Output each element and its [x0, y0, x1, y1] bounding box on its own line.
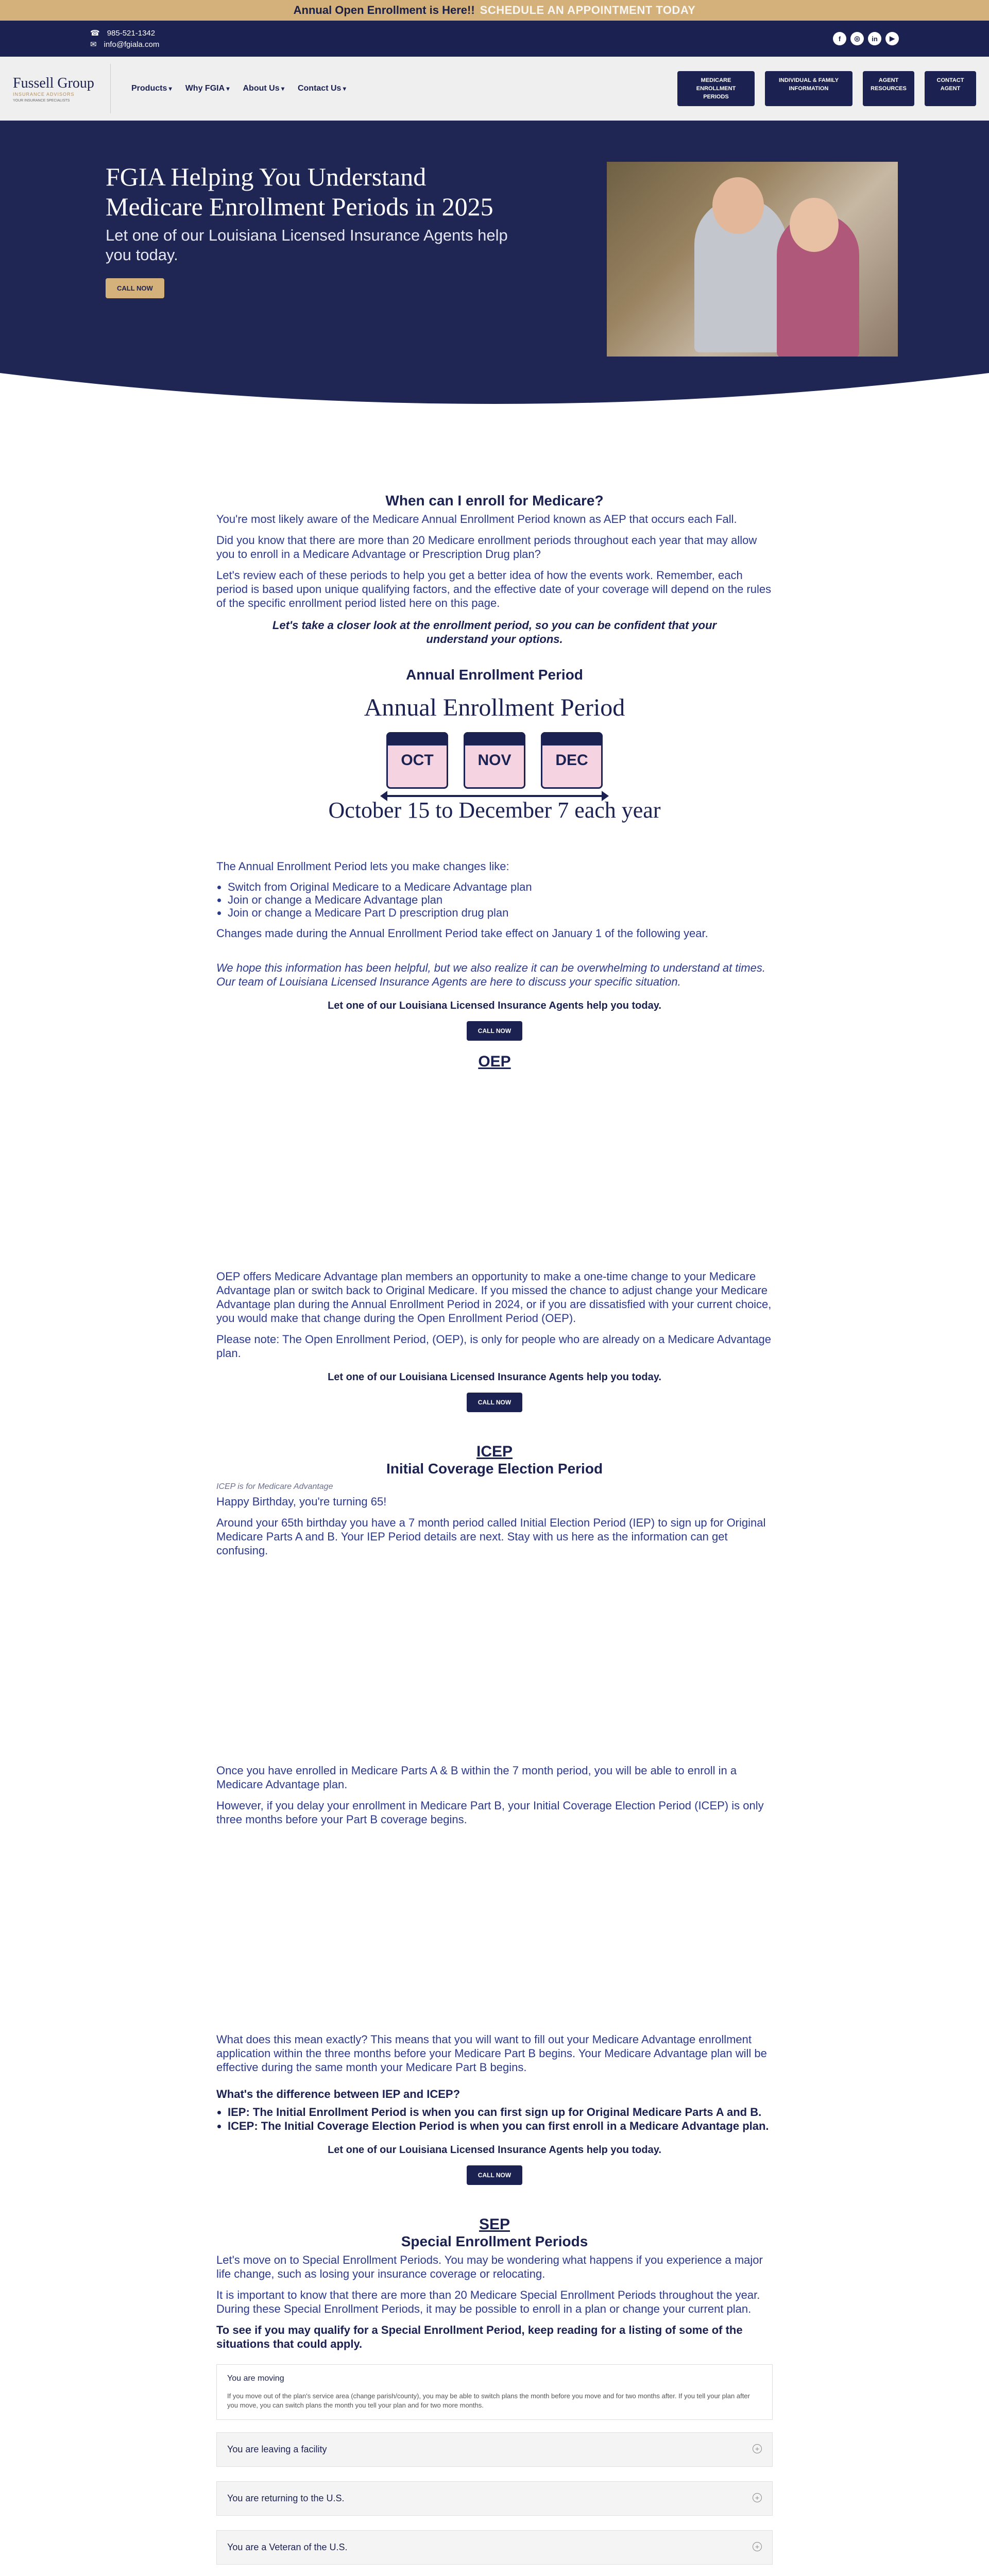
menu-about-us[interactable]: About Us ▾	[243, 84, 284, 93]
contact-agent-button[interactable]: CONTACT AGENT	[925, 71, 976, 106]
aep-call-button[interactable]: CALL NOW	[467, 1021, 522, 1041]
main-navigation	[0, 57, 989, 121]
menu-why-fgia[interactable]: Why FGIA ▾	[185, 84, 230, 93]
facebook-icon[interactable]: f	[833, 32, 846, 45]
sep-accordion	[216, 2364, 773, 2565]
icep-paragraph-3: Once you have enrolled in Medicare Parts A & B within the 7 month period, you will be able to enroll in a Medicare Advantage plan.	[216, 1764, 737, 1791]
sep-paragraph-1: Let's move on to Special Enrollment Periods. You may be wondering what happens if you experience a major life change, such as losing your insurance coverage or relocating.	[216, 2253, 763, 2280]
aep-list-item: • Join or change a Medicare Advantage plan	[228, 893, 773, 906]
calendar-oct-icon: OCT	[386, 732, 448, 789]
aep-paragraph-2: Changes made during the Annual Enrollment Period take effect on January 1 of the following year.	[216, 927, 708, 940]
aep-graphic	[216, 693, 773, 823]
sep-paragraph-3: To see if you may qualify for a Special Enrollment Period, keep reading for a listing of some of the situations that could apply.	[216, 2324, 743, 2350]
instagram-icon[interactable]: ◎	[850, 32, 864, 45]
oep-call-button[interactable]: CALL NOW	[467, 1393, 522, 1412]
accordion-item[interactable]: You are returning to the U.S. +	[216, 2481, 773, 2516]
icep-video-placeholder-2	[216, 1834, 773, 2029]
icep-subheading: Initial Coverage Election Period	[386, 1461, 603, 1477]
aep-heading: Annual Enrollment Period	[406, 667, 583, 683]
icep-diff-item: • IEP: The Initial Enrollment Period is when you can first sign up for Original Medicare Parts A and B.	[228, 2105, 773, 2119]
logo[interactable]	[13, 64, 111, 113]
plus-icon: +	[753, 2542, 762, 2551]
icep-paragraph-4: However, if you delay your enrollment in Medicare Part B, your Initial Coverage Election Period (ICEP) is only three months before your Part B coverage begins.	[216, 1799, 764, 1826]
intro-paragraph-3: Let's review each of these periods to help you get a better idea of how the events work. Remember, each period is based upon unique qualifying factors, and the effective date of your coverage will depend on the rules of the specific enrollment period listed here on this page.	[216, 569, 772, 609]
menu-contact-us[interactable]: Contact Us ▾	[298, 84, 346, 93]
icep-note: ICEP is for Medicare Advantage	[216, 1482, 333, 1491]
oep-cta-text: Let one of our Louisiana Licensed Insurance Agents help you today.	[328, 1371, 661, 1383]
icep-video-placeholder-1	[216, 1565, 773, 1760]
double-arrow-icon	[386, 795, 603, 797]
intro-paragraph-1: You're most likely aware of the Medicare Annual Enrollment Period known as AEP that occurs each Fall.	[216, 513, 737, 526]
plus-icon: +	[753, 2444, 762, 2453]
aep-paragraph-1: The Annual Enrollment Period lets you make changes like:	[216, 860, 509, 873]
top-contact-bar	[0, 21, 989, 57]
main-content	[216, 414, 773, 2565]
linkedin-icon[interactable]: in	[868, 32, 881, 45]
menu-products[interactable]: Products ▾	[131, 84, 172, 93]
accordion-item[interactable]: You are a Veteran of the U.S. +	[216, 2530, 773, 2565]
hero-call-button[interactable]: CALL NOW	[106, 278, 164, 298]
hero-title: FGIA Helping You Understand Medicare Enrollment Periods in 2025	[106, 162, 493, 221]
sep-heading: SEP	[479, 2216, 510, 2233]
icep-paragraph-5: What does this mean exactly? This means that you will want to fill out your Medicare Advantage enrollment application within the three months before your Medicare Part B begins. Your Medicare Advantage plan will be effective during the same month your Medicare Part B begins.	[216, 2033, 767, 2074]
icep-diff-item: • ICEP: The Initial Coverage Election Period is when you can first enroll in a Medicare Advantage plan.	[228, 2119, 773, 2133]
icep-cta-text: Let one of our Louisiana Licensed Insurance Agents help you today.	[328, 2144, 661, 2156]
schedule-appointment-link[interactable]: SCHEDULE AN APPOINTMENT TODAY	[480, 4, 696, 16]
medicare-enrollment-button[interactable]: MEDICARE ENROLLMENT PERIODS	[677, 71, 755, 106]
aep-cta-text: Let one of our Louisiana Licensed Insurance Agents help you today.	[328, 1000, 661, 1011]
icep-diff-heading: What's the difference between IEP and ICEP?	[216, 2088, 461, 2100]
oep-video-placeholder	[216, 1071, 773, 1266]
icep-call-button[interactable]: CALL NOW	[467, 2165, 522, 2185]
intro-paragraph-2: Did you know that there are more than 20 Medicare enrollment periods throughout each year that may allow you to enroll in a Medicare Advantage or Prescription Drug plan?	[216, 534, 757, 561]
accordion-question[interactable]: You are moving	[227, 2374, 284, 2383]
icep-heading: ICEP	[476, 1443, 513, 1460]
intro-heading: When can I enroll for Medicare?	[385, 493, 604, 509]
calendar-nov-icon: NOV	[464, 732, 525, 789]
hero-section	[0, 121, 989, 414]
hero-curve	[0, 352, 989, 414]
individual-family-button[interactable]: INDIVIDUAL & FAMILY INFORMATION	[765, 71, 852, 106]
youtube-icon[interactable]: ▶	[885, 32, 899, 45]
calendar-dec-icon: DEC	[541, 732, 603, 789]
aep-list-item: • Join or change a Medicare Part D prescription drug plan	[228, 906, 773, 919]
announcement-text: Annual Open Enrollment is Here!!	[293, 4, 475, 16]
accordion-answer: If you move out of the plan's service area (change parish/county), you may be able to switch plans the month before you move and for two months after. If you tell your plan after you move, you can switch plans the month you tell your plan and for two more months.	[227, 2392, 750, 2409]
sep-paragraph-2: It is important to know that there are more than 20 Medicare Special Enrollment Periods throughout the year. During these Special Enrollment Periods, it may be possible to enroll in a plan or change your current plan.	[216, 2289, 760, 2315]
oep-paragraph-2: Please note: The Open Enrollment Period, (OEP), is only for people who are already on a Medicare Advantage plan.	[216, 1333, 771, 1360]
oep-heading: OEP	[478, 1053, 511, 1070]
intro-closer: Let's take a closer look at the enrollment period, so you can be confident that your understand your options.	[272, 619, 717, 646]
plus-icon: +	[753, 2493, 762, 2502]
logo-tagline: YOUR INSURANCE SPECIALISTS	[13, 98, 70, 103]
sep-subheading: Special Enrollment Periods	[401, 2233, 588, 2249]
aep-list-item: • Switch from Original Medicare to a Medicare Advantage plan	[228, 880, 773, 893]
top-email[interactable]: info@fgiala.com	[104, 40, 160, 49]
envelope-icon: ✉	[90, 40, 97, 49]
top-phone[interactable]: 985-521-1342	[107, 28, 156, 38]
aep-graphic-title: Annual Enrollment Period	[364, 694, 625, 721]
oep-paragraph-1: OEP offers Medicare Advantage plan members an opportunity to make a one-time change to your Medicare Advantage plan or switch back to Original Medicare. If you missed the chance to adjust change your Medicare Advantage plan during the Annual Enrollment Period in 2024, or if you are dissatisfied with your current choice, you would make that change during the Open Enrollment Period (OEP).	[216, 1270, 772, 1325]
icep-paragraph-2: Around your 65th birthday you have a 7 month period called Initial Election Period (IEP) to sign up for Original Medicare Parts A and B. Your IEP Period details are next. Stay with us here as the information can get confusing.	[216, 1516, 766, 1557]
agent-resources-button[interactable]: AGENT RESOURCES	[863, 71, 914, 106]
logo-sub: INSURANCE ADVISORS	[13, 91, 75, 97]
hero-subtitle: Let one of our Louisiana Licensed Insurance Agents help you today.	[106, 226, 508, 264]
aep-graphic-dates: October 15 to December 7 each year	[328, 798, 661, 823]
hero-photo	[607, 162, 898, 357]
announcement-bar	[0, 0, 989, 21]
phone-icon: ☎	[90, 29, 100, 38]
accordion-item-open[interactable]	[216, 2364, 773, 2420]
icep-paragraph-1: Happy Birthday, you're turning 65!	[216, 1495, 387, 1508]
accordion-item[interactable]: You are leaving a facility +	[216, 2432, 773, 2467]
aep-paragraph-3: We hope this information has been helpful, but we also realize it can be overwhelming to understand at times. Our team of Louisiana Licensed Insurance Agents are here to discuss your specific situation.	[216, 961, 765, 988]
logo-name: Fussell Group	[13, 75, 94, 91]
